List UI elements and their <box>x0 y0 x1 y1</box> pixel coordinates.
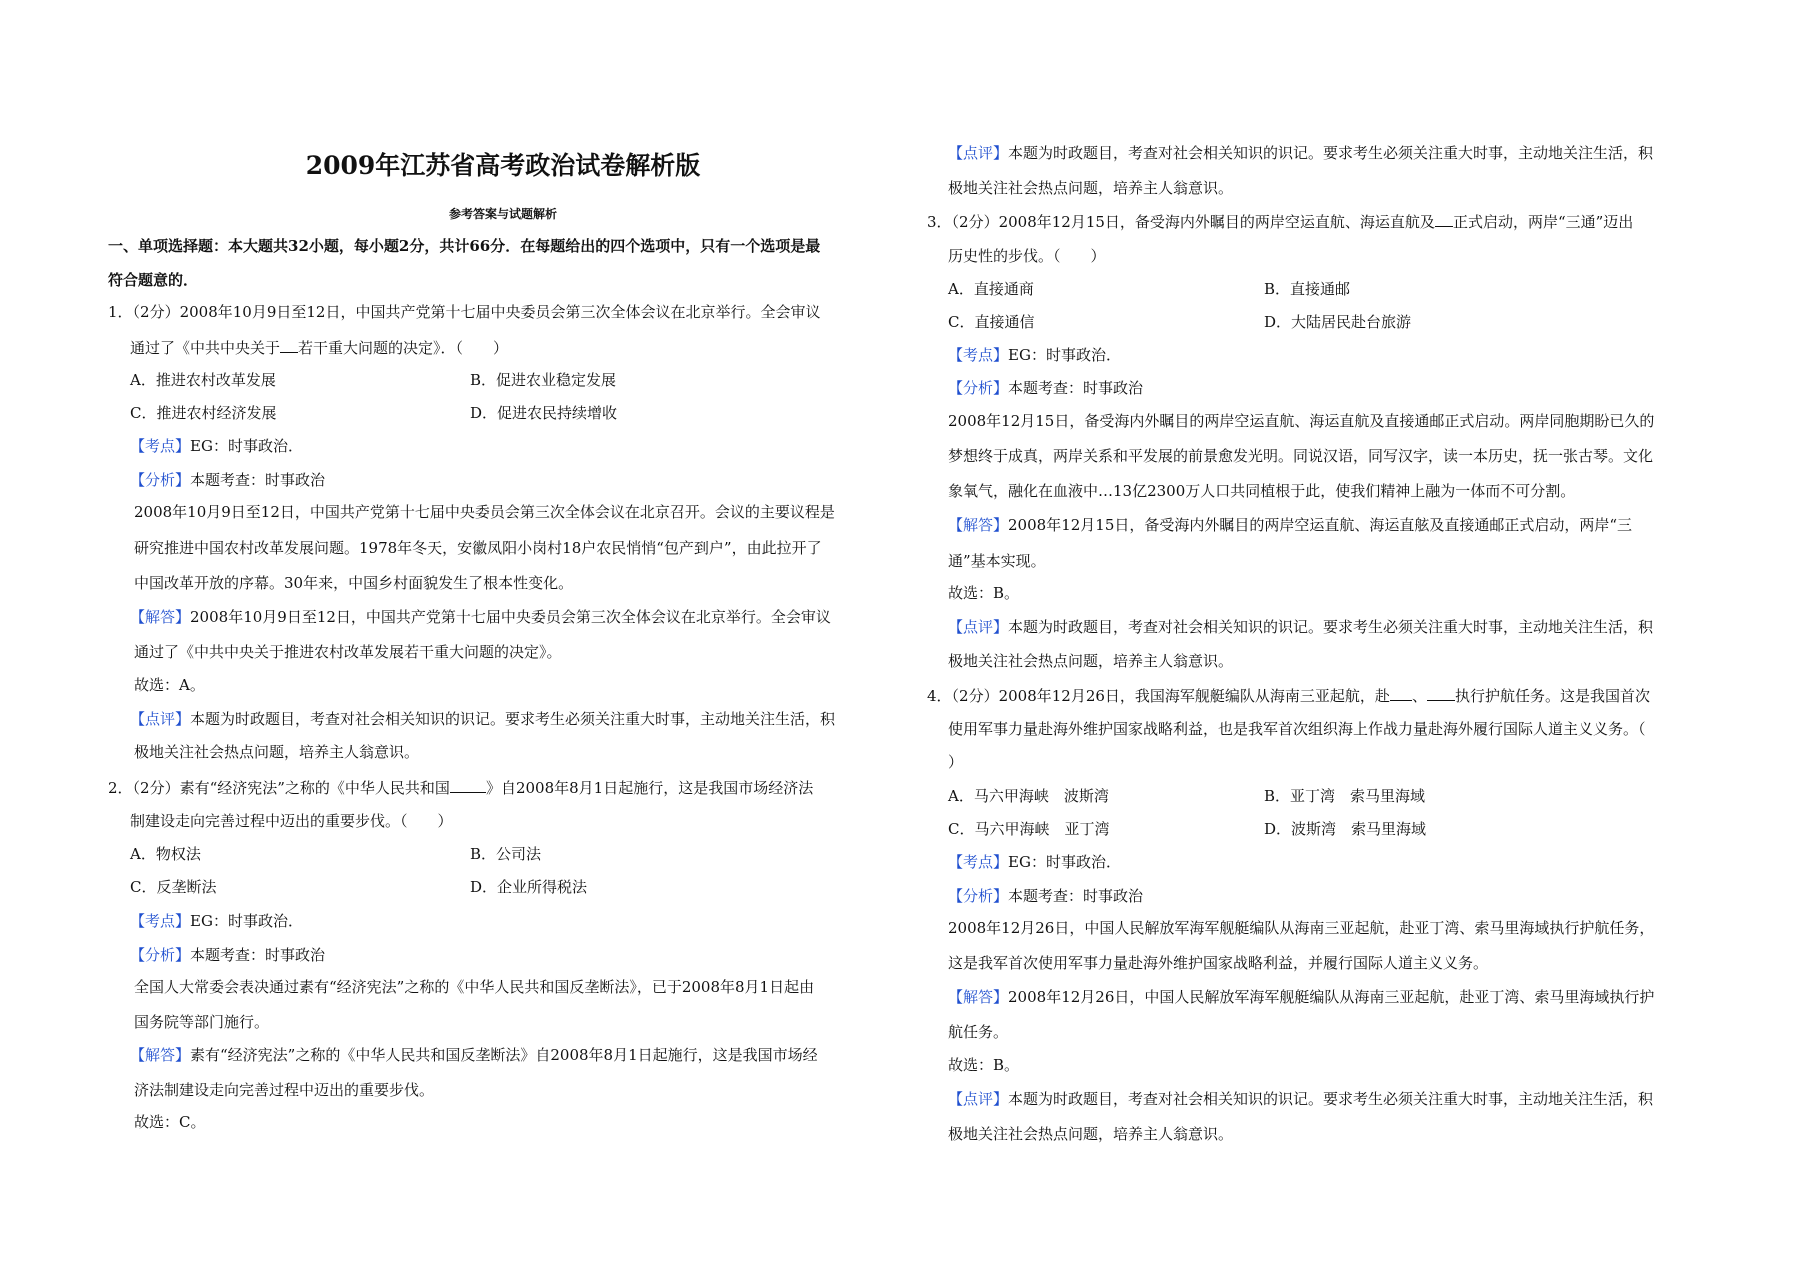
q1-jieda-line2: 通过了《中共中央关于推进农村改革发展若干重大问题的决定》。 <box>134 643 562 661</box>
q1-answer: 故选：A。 <box>134 676 205 694</box>
q2-option-b: B．公司法 <box>470 845 542 863</box>
q1-option-c: C．推进农村经济发展 <box>130 404 277 422</box>
q1-fenxi-line1: 2008年10月9日至12日，中国共产党第十七届中央委员会第三次全体会议在北京召开。会议的主要议程是 <box>134 503 835 521</box>
q3-options-row2 <box>948 312 1648 332</box>
page-title: 2009年江苏省高考政治试卷解析版 <box>305 151 701 180</box>
q1-stem-line1: 1．（2分）2008年10月9日至12日，中国共产党第十七届中央委员会第三次全体会议在北京举行。全会审议 <box>108 303 821 321</box>
page-subtitle: 参考答案与试题解析 <box>448 207 557 221</box>
q4-stem-line1: 4．（2分）2008年12月26日，我国海军舰艇编队从海南三亚起航，赴 、 执行护航任务。这是我国首次 <box>927 687 1650 705</box>
q1-dianping: 【点评】本题为时政题目，考查对社会相关知识的识记。要求考生必须关注重大时事，主动地关注生活，积 <box>130 710 836 728</box>
q1-dianping-line2: 极地关注社会热点问题，培养主人翁意识。 <box>134 743 420 761</box>
q1-answer-blank <box>280 337 298 353</box>
q4-option-a: A．马六甲海峡 波斯湾 <box>948 787 1109 805</box>
q4-option-b: B．亚丁湾 索马里海域 <box>1264 787 1426 805</box>
q3-option-c: C．直接通信 <box>948 313 1035 331</box>
q2-fenxi-line2: 国务院等部门施行。 <box>134 1013 270 1031</box>
q4-answer: 故选：B。 <box>948 1056 1020 1074</box>
q1-jieda: 【解答】2008年10月9日至12日，中国共产党第十七届中央委员会第三次全体会议在北京举行。全会审议 <box>130 608 831 626</box>
q4-answer-blank-1 <box>1390 685 1412 701</box>
section-heading-line1: 一、单项选择题：本大题共32小题，每小题2分，共计66分．在每题给出的四个选项中，只有一个选项是最 <box>108 237 821 255</box>
q1-kaodian: 【考点】EG：时事政治． <box>130 437 303 455</box>
q3-answer: 故选：B。 <box>948 584 1020 602</box>
q3-dianping: 【点评】本题为时政题目，考查对社会相关知识的识记。要求考生必须关注重大时事，主动地关注生活，积 <box>948 618 1654 636</box>
q1-fenxi-line2: 研究推进中国农村改革发展问题。1978年冬天，安徽凤阳小岗村18户农民悄悄“包产到户”，由此拉开了 <box>134 539 822 557</box>
q3-stem-line1: 3．（2分）2008年12月15日，备受海内外瞩目的两岸空运直航、海运直航及 正式启动，两岸“三通”迈出 <box>927 213 1634 231</box>
q4-jieda: 【解答】2008年12月26日，中国人民解放军海军舰艇编队从海南三亚起航，赴亚丁湾、索马里海域执行护 <box>948 988 1655 1006</box>
q2-option-a: A．物权法 <box>130 845 201 863</box>
q4-dianping: 【点评】本题为时政题目，考查对社会相关知识的识记。要求考生必须关注重大时事，主动地关注生活，积 <box>948 1090 1654 1108</box>
q1-option-b: B．促进农业稳定发展 <box>470 371 617 389</box>
q1-options-row1 <box>130 370 830 390</box>
q4-fenxi: 【分析】本题考查：时事政治 <box>948 887 1144 905</box>
q2-option-d: D．企业所得税法 <box>470 878 588 896</box>
q4-stem-line3: ） <box>948 753 964 771</box>
q3-fenxi-line2: 梦想终于成真，两岸关系和平发展的前景愈发光明。同说汉语，同写汉字，读一本历史，抚一张古琴。文化 <box>948 447 1654 465</box>
q2-answer-blank <box>450 777 486 793</box>
q4-fenxi-line1: 2008年12月26日，中国人民解放军海军舰艇编队从海南三亚起航，赴亚丁湾、索马里海域执行护航任务， <box>948 919 1655 937</box>
q2-answer: 故选：C。 <box>134 1113 206 1131</box>
q2-stem-line2: 制建设走向完善过程中迈出的重要步伐。（ ） <box>130 812 453 830</box>
q3-jieda: 【解答】2008年12月15日，备受海内外瞩目的两岸空运直航、海运直舷及直接通邮正式启动，两岸“三 <box>948 516 1633 534</box>
q2-jieda: 【解答】素有“经济宪法”之称的《中华人民共和国反垄断法》自2008年8月1日起施行，这是我国市场经 <box>130 1046 818 1064</box>
q4-option-c: C．马六甲海峡 亚丁湾 <box>948 820 1110 838</box>
q4-option-d: D．波斯湾 索马里海域 <box>1264 820 1427 838</box>
q3-fenxi: 【分析】本题考查：时事政治 <box>948 379 1144 397</box>
q3-option-d: D．大陆居民赴台旅游 <box>1264 313 1412 331</box>
q3-option-a: A．直接通商 <box>948 280 1034 298</box>
q4-answer-blank-2 <box>1427 685 1455 701</box>
q2-fenxi: 【分析】本题考查：时事政治 <box>130 946 326 964</box>
q1-fenxi-line3: 中国改革开放的序幕。30年来，中国乡村面貌发生了根本性变化。 <box>134 574 574 592</box>
q3-fenxi-line3: 象氧气，融化在血液中…13亿2300万人口共同植根于此，使我们精神上融为一体而不可分割。 <box>948 482 1576 500</box>
q3-stem-line2: 历史性的步伐。（ ） <box>948 247 1106 265</box>
q1-stem-line2: 通过了《中共中央关于 若干重大问题的决定》．（ ） <box>130 339 509 357</box>
q2-jieda-line2: 济法制建设走向完善过程中迈出的重要步伐。 <box>134 1081 435 1099</box>
q2-options-row2 <box>130 877 830 897</box>
q1-option-d: D．促进农民持续增收 <box>470 404 618 422</box>
q2-stem-line1: 2．（2分）素有“经济宪法”之称的《中华人民共和国 》自2008年8月1日起施行，这是我国市场经济法 <box>108 779 814 797</box>
q4-kaodian: 【考点】EG：时事政治． <box>948 853 1121 871</box>
q4-options-row2 <box>948 819 1648 839</box>
q4-fenxi-line2: 这是我军首次使用军事力量赴海外维护国家战略利益，并履行国际人道主义义务。 <box>948 954 1489 972</box>
q2-fenxi-line1: 全国人大常委会表决通过素有“经济宪法”之称的《中华人民共和国反垄断法》，已于2008年8月1日起由 <box>134 978 815 996</box>
q4-jieda-line2: 航任务。 <box>948 1023 1009 1041</box>
q2-options-row1 <box>130 844 830 864</box>
section-heading-line2: 符合题意的． <box>108 271 199 289</box>
q1-fenxi: 【分析】本题考查：时事政治 <box>130 471 326 489</box>
q4-stem-line2: 使用军事力量赴海外维护国家战略利益，也是我军首次组织海上作战力量赴海外履行国际人道主义义务。（ <box>948 720 1646 738</box>
q4-dianping-line2: 极地关注社会热点问题，培养主人翁意识。 <box>948 1125 1234 1143</box>
q3-jieda-line2: 通”基本实现。 <box>948 552 1046 570</box>
q1-option-a: A．推进农村改革发展 <box>130 371 276 389</box>
q2-option-c: C．反垄断法 <box>130 878 217 896</box>
q3-option-b: B．直接通邮 <box>1264 280 1351 298</box>
q1-options-row2 <box>130 403 830 423</box>
q2-dianping-line2: 极地关注社会热点问题，培养主人翁意识。 <box>948 179 1234 197</box>
q3-options-row1 <box>948 279 1648 299</box>
q3-fenxi-line1: 2008年12月15日，备受海内外瞩目的两岸空运直航、海运直航及直接通邮正式启动。两岸同胞期盼已久的 <box>948 412 1655 430</box>
q2-kaodian: 【考点】EG：时事政治． <box>130 912 303 930</box>
q3-kaodian: 【考点】EG：时事政治． <box>948 346 1121 364</box>
q3-dianping-line2: 极地关注社会热点问题，培养主人翁意识。 <box>948 652 1234 670</box>
q3-answer-blank <box>1435 211 1453 227</box>
q2-dianping: 【点评】本题为时政题目，考查对社会相关知识的识记。要求考生必须关注重大时事，主动地关注生活，积 <box>948 144 1654 162</box>
q4-options-row1 <box>948 786 1648 806</box>
